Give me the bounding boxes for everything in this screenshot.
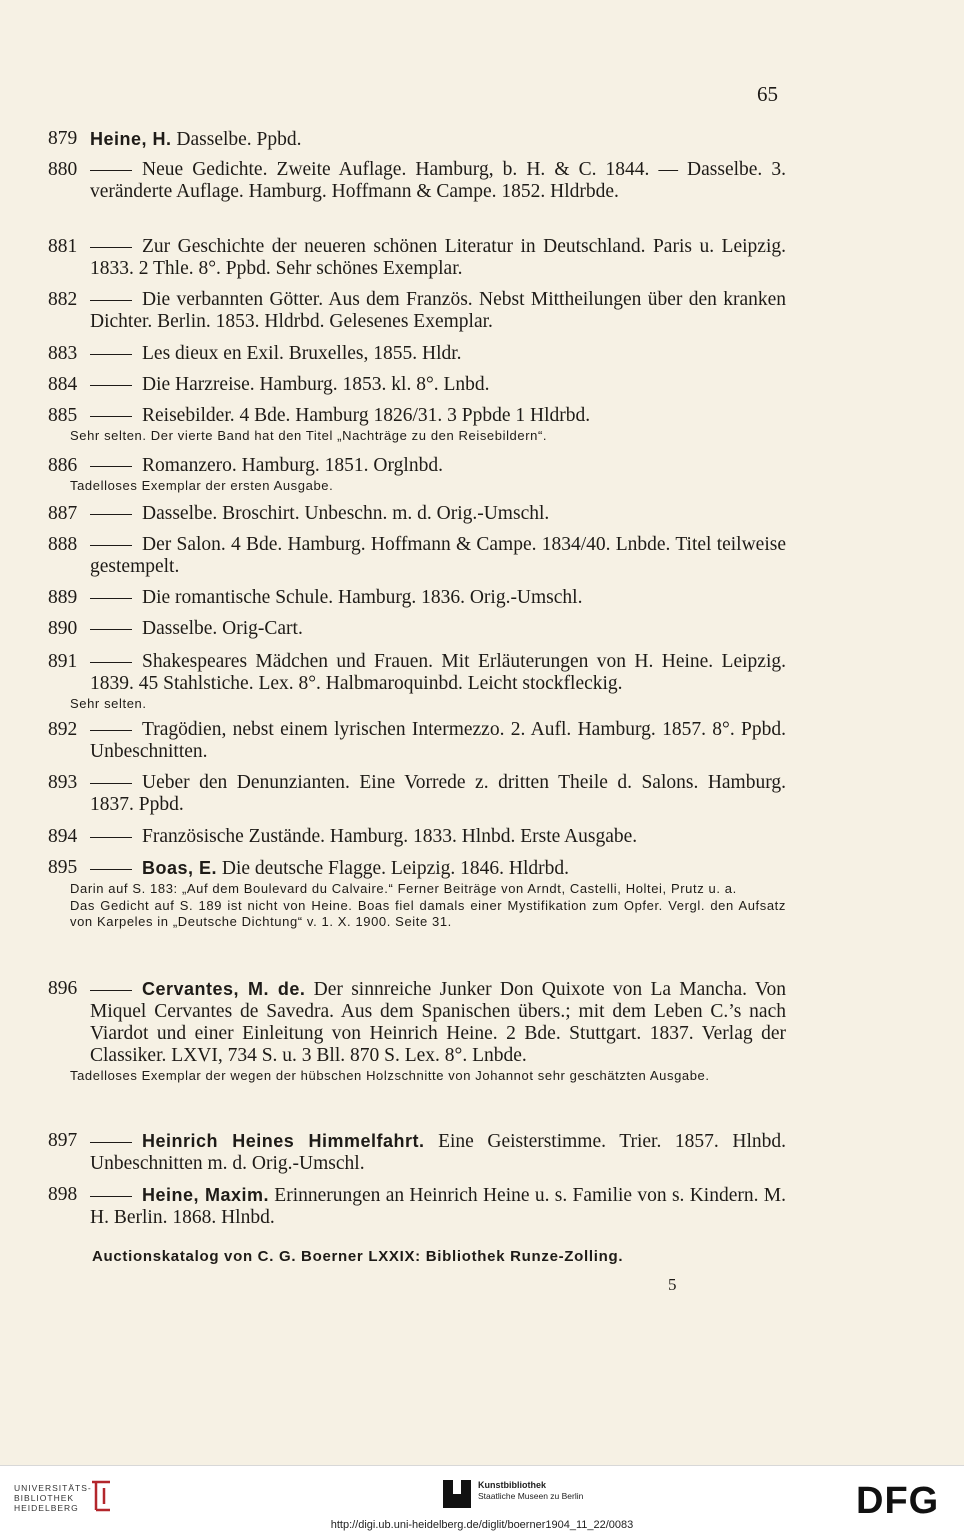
entry-number: 895 [48, 857, 78, 878]
entry-number: 891 [48, 651, 78, 672]
kunstbibliothek-logo-icon[interactable] [443, 1480, 471, 1508]
ditto-dash [90, 1142, 132, 1143]
ditto-dash [90, 598, 132, 599]
page-number: 65 [757, 82, 778, 106]
entry-author: Cervantes, M. de. [142, 979, 306, 999]
entry-body [90, 159, 786, 203]
entry-number: 885 [48, 405, 78, 426]
entry-body [90, 857, 786, 880]
entry-body [90, 128, 786, 151]
entry-text: Französische Zustände. Hamburg. 1833. Hlnbd. Erste Ausgabe. [142, 826, 638, 847]
entry-text: Die verbannten Götter. Aus dem Französ. Nebst Mittheilungen über den kranken Dichter. Berlin. 1853. Hldrbd. Gelesenes Exemplar. [90, 289, 786, 332]
entry-number: 896 [48, 978, 78, 999]
university-line: HEIDELBERG [14, 1503, 79, 1513]
entry-text: Die deutsche Flagge. Leipzig. 1846. Hldrbd. [217, 858, 570, 879]
entry-note: Tadelloses Exemplar der wegen der hübschen Holzschnitte von Johannot sehr geschätzten Ausgabe. [70, 1068, 710, 1083]
catalog-entry [48, 236, 786, 280]
entry-text: Dasselbe. Ppbd. [171, 129, 302, 150]
kunstbibliothek-label [478, 1480, 583, 1502]
entry-body [90, 534, 786, 578]
catalog-footer: Auctionskatalog von C. G. Boerner LXXIX: Bibliothek Runze-Zolling. [92, 1248, 624, 1265]
entry-text: Romanzero. Hamburg. 1851. Orglnbd. [142, 455, 443, 476]
ditto-dash [90, 629, 132, 630]
entry-body [90, 455, 786, 477]
entry-body [90, 405, 786, 427]
ditto-dash [90, 990, 132, 991]
ditto-dash [90, 170, 132, 171]
ditto-dash [90, 466, 132, 467]
entry-number: 898 [48, 1184, 78, 1205]
catalog-entry [48, 587, 786, 609]
entry-body [90, 772, 786, 816]
permalink-url[interactable]: http://digi.ub.uni-heidelberg.de/diglit/boerner1904_11_22/0083 [330, 1519, 634, 1531]
ditto-dash [90, 730, 132, 731]
catalog-entry [48, 343, 786, 365]
catalog-entry [48, 455, 786, 494]
signature-mark: 5 [668, 1275, 677, 1294]
catalog-entry [48, 719, 786, 763]
entry-number: 887 [48, 503, 78, 524]
museum-name: Kunstbibliothek [478, 1480, 546, 1490]
entry-text: Eine Geisterstimme. Trier. 1857. Hlnbd. Unbeschnitten m. d. Orig.-Umschl. [90, 1131, 786, 1174]
entry-body [90, 236, 786, 280]
catalog-entry [48, 1184, 786, 1229]
ditto-dash [90, 869, 132, 870]
entry-body [90, 587, 786, 609]
catalog-entry [48, 289, 786, 333]
entry-number: 888 [48, 534, 78, 555]
entry-number: 894 [48, 826, 78, 847]
entry-text: Dasselbe. Broschirt. Unbeschn. m. d. Orig.-Umschl. [142, 503, 550, 524]
entry-text: Die Harzreise. Hamburg. 1853. kl. 8°. Lnbd. [142, 374, 490, 395]
catalog-entry [48, 503, 786, 525]
entry-number: 889 [48, 587, 78, 608]
university-line: UNIVERSITÄTS- [14, 1483, 92, 1493]
entry-body [90, 618, 786, 640]
entry-note: Sehr selten. [70, 696, 147, 711]
catalog-entry [48, 618, 786, 640]
catalog-entry [48, 978, 786, 1084]
entry-text: Reisebilder. 4 Bde. Hamburg 1826/31. 3 Ppbde 1 Hldrbd. [142, 405, 591, 426]
entry-text: Ueber den Denunzianten. Eine Vorrede z. dritten Theile d. Salons. Hamburg. 1837. Ppbd. [90, 772, 786, 815]
ditto-dash [90, 1196, 132, 1197]
entry-text: Les dieux en Exil. Bruxelles, 1855. Hldr. [142, 343, 462, 364]
entry-number: 890 [48, 618, 78, 639]
entry-author: Heinrich Heines Himmelfahrt. [142, 1131, 425, 1151]
catalog-entry [48, 772, 786, 816]
ditto-dash [90, 545, 132, 546]
entry-body [90, 651, 786, 695]
catalog-entry [48, 651, 786, 712]
ditto-dash [90, 385, 132, 386]
entry-text: Shakespeares Mädchen und Frauen. Mit Erläuterungen von H. Heine. Leipzig. 1839. 45 Stahlstiche. Lex. 8°. Halbmaroquinbd. Leicht stockfleckig. [90, 651, 786, 694]
ditto-dash [90, 247, 132, 248]
entry-body [90, 374, 786, 396]
entry-note: Das Gedicht auf S. 189 ist nicht von Heine. Boas fiel damals einer Mystifikation zum Opfer. Vergl. den Aufsatz von Karpeles in „Deutsche Dichtung“ v. 1. X. 1900. Seite 31. [70, 898, 786, 929]
entry-text: Neue Gedichte. Zweite Auflage. Hamburg, b. H. & C. 1844. — Dasselbe. 3. veränderte Auflage. Hamburg. Hoffmann & Campe. 1852. Hldrbde. [90, 159, 786, 202]
ditto-dash [90, 837, 132, 838]
entry-body [90, 826, 786, 848]
catalog-entry [48, 159, 786, 203]
entry-text: Zur Geschichte der neueren schönen Literatur in Deutschland. Paris u. Leipzig. 1833. 2 Thle. 8°. Ppbd. Sehr schönes Exemplar. [90, 236, 786, 279]
ditto-dash [90, 783, 132, 784]
entry-body [90, 1184, 786, 1229]
catalog-entry [48, 374, 786, 396]
dfg-logo[interactable]: DFG [856, 1480, 940, 1522]
entry-number: 884 [48, 374, 78, 395]
university-line: BIBLIOTHEK [14, 1493, 75, 1503]
university-library-label [14, 1483, 92, 1513]
entry-note: Tadelloses Exemplar der ersten Ausgabe. [70, 478, 334, 493]
catalog-entry [48, 857, 786, 930]
ditto-dash [90, 662, 132, 663]
catalog-entry [48, 1130, 786, 1175]
entry-number: 880 [48, 159, 78, 180]
entry-number: 893 [48, 772, 78, 793]
entry-note: Darin auf S. 183: „Auf dem Boulevard du Calvaire.“ Ferner Beiträge von Arndt, Castelli, Holtei, Prutz u. a. [70, 881, 737, 896]
ditto-dash [90, 514, 132, 515]
entry-author: Heine, Maxim. [142, 1185, 269, 1205]
entry-body [90, 978, 786, 1067]
entry-number: 879 [48, 128, 78, 149]
catalog-entry [48, 405, 786, 444]
entry-body [90, 1130, 786, 1175]
entry-text: Die romantische Schule. Hamburg. 1836. Orig.-Umschl. [142, 587, 583, 608]
entry-note: Sehr selten. Der vierte Band hat den Titel „Nachträge zu den Reisebildern“. [70, 428, 548, 443]
entry-text: Dasselbe. Orig-Cart. [142, 618, 303, 639]
catalog-entry [48, 128, 786, 151]
ditto-dash [90, 416, 132, 417]
entry-body [90, 719, 786, 763]
entry-number: 881 [48, 236, 78, 257]
entry-text: Erinnerungen an Heinrich Heine u. s. Familie von s. Kindern. M. H. Berlin. 1868. Hlnbd. [90, 1185, 787, 1228]
entry-author: Boas, E. [142, 858, 218, 878]
entry-number: 886 [48, 455, 78, 476]
university-logo-icon[interactable] [88, 1478, 114, 1514]
entry-number: 892 [48, 719, 78, 740]
entry-body [90, 343, 786, 365]
entry-number: 897 [48, 1130, 78, 1151]
entry-body [90, 503, 786, 525]
entry-text: Der sinnreiche Junker Don Quixote von La Mancha. Von Miquel Cervantes de Savedra. Aus dem Spanischen übers.; mit dem Leben C.’s nach Viardot und einer Einleitung von Heinrich Heine. 2 Bde. Stuttgart. 1837. Verlag der Classiker. LXVI, 734 S. u. 3 Bll. 870 S. Lex. 8°. Lnbde. [90, 979, 786, 1066]
entry-author: Heine, H. [90, 129, 172, 149]
viewer-footer-bar [0, 1465, 964, 1536]
entry-number: 883 [48, 343, 78, 364]
ditto-dash [90, 300, 132, 301]
entry-body [90, 289, 786, 333]
catalog-entry [48, 534, 786, 578]
entry-text: Der Salon. 4 Bde. Hamburg. Hoffmann & Campe. 1834/40. Lnbde. Titel teilweise gestempelt. [90, 534, 786, 577]
ditto-dash [90, 354, 132, 355]
entry-text: Tragödien, nebst einem lyrischen Intermezzo. 2. Aufl. Hamburg. 1857. 8°. Ppbd. Unbeschnitten. [90, 719, 786, 762]
entry-number: 882 [48, 289, 78, 310]
museum-subtitle: Staatliche Museen zu Berlin [478, 1491, 584, 1501]
catalog-entry [48, 826, 786, 848]
